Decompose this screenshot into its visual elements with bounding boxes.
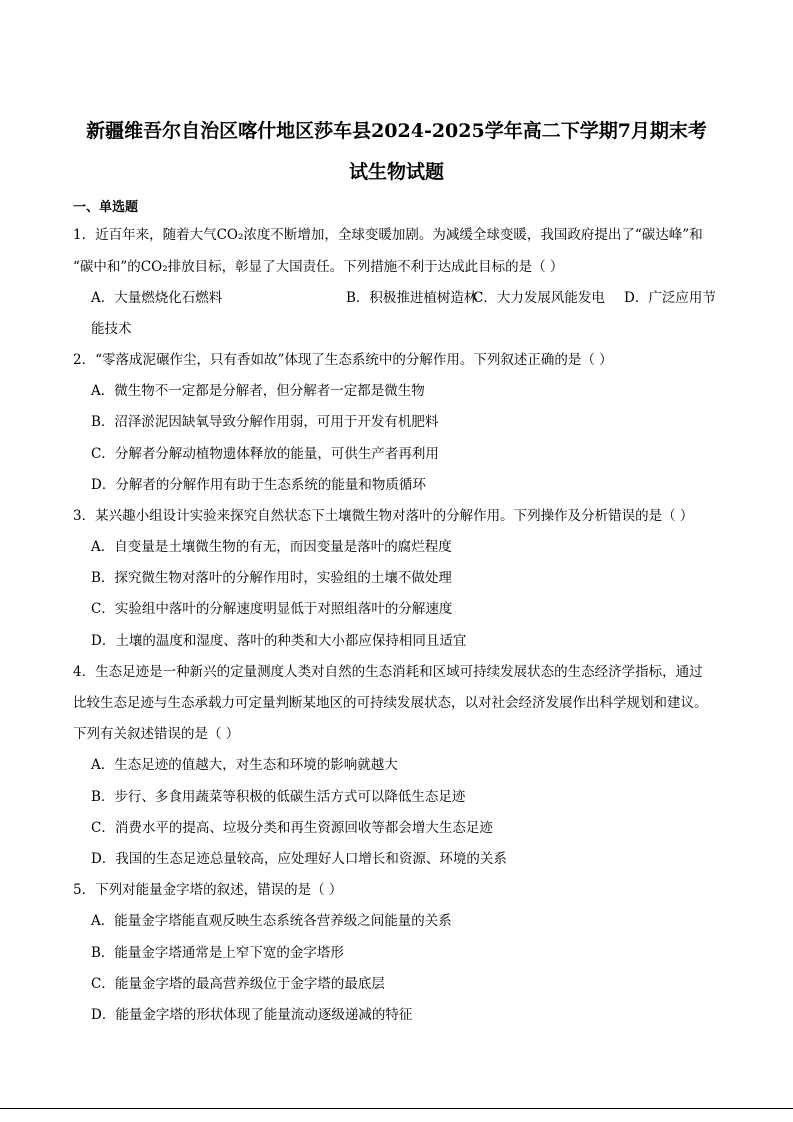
question-5-option-b: B．能量金字塔通常是上窄下宽的金字塔形 <box>91 945 344 961</box>
question-1-stem-line-2: “碳中和”的CO₂排放目标，彰显了大国责任。下列措施不利于达成此目标的是（ ） <box>73 259 564 275</box>
question-1-option-b: B．积极推进植树造林 <box>346 290 478 306</box>
question-4-option-b: B．步行、多食用蔬菜等积极的低碳生活方式可以降低生态足迹 <box>91 789 466 805</box>
question-2-option-c: C．分解者分解动植物遗体释放的能量，可供生产者再利用 <box>91 446 439 462</box>
question-1-option-a: A．大量燃烧化石燃料 <box>91 290 223 306</box>
question-4-stem-line-2: 比较生态足迹与生态承载力可定量判断某地区的可持续发展状态，以对社会经济发展作出科学规划和建议。 <box>73 695 708 711</box>
question-1-option-d: D．广泛应用节 <box>624 290 716 306</box>
question-2-option-b: B．沼泽淤泥因缺氧导致分解作用弱，可用于开发有机肥料 <box>91 414 439 430</box>
question-1-stem-line-1: 1．近百年来，随着大气CO₂浓度不断增加，全球变暖加剧。为减缓全球变暖，我国政府提出了“碳达峰”和 <box>73 227 703 243</box>
question-3-option-a: A．自变量是土壤微生物的有无，而因变量是落叶的腐烂程度 <box>91 539 452 555</box>
question-3-stem: 3．某兴趣小组设计实验来探究自然状态下土壤微生物对落叶的分解作用。下列操作及分析错误的是（ ） <box>73 508 694 524</box>
question-2-option-a: A．微生物不一定都是分解者，但分解者一定都是微生物 <box>91 383 425 399</box>
page-title-line-1: 新疆维吾尔自治区喀什地区莎车县2024-2025学年高二下学期7月期末考 <box>86 120 707 142</box>
question-5-stem: 5．下列对能量金字塔的叙述，错误的是（ ） <box>73 882 343 898</box>
question-3-option-b: B．探究微生物对落叶的分解作用时，实验组的土壤不做处理 <box>91 570 452 586</box>
question-3-option-d: D．土壤的温度和湿度、落叶的种类和大小都应保持相同且适宜 <box>91 633 467 649</box>
question-4-option-c: C．消费水平的提高、垃圾分类和再生资源回收等都会增大生态足迹 <box>91 820 493 836</box>
question-5-option-c: C．能量金字塔的最高营养级位于金字塔的最底层 <box>91 976 385 992</box>
question-5-option-d: D．能量金字塔的形状体现了能量流动逐级递减的特征 <box>91 1007 413 1023</box>
question-2-stem: 2．“零落成泥碾作尘，只有香如故”体现了生态系统中的分解作用。下列叙述正确的是（ ） <box>73 352 613 368</box>
question-3-option-c: C．实验组中落叶的分解速度明显低于对照组落叶的分解速度 <box>91 601 453 617</box>
question-4-stem-line-1: 4．生态足迹是一种新兴的定量测度人类对自然的生态消耗和区域可持续发展状态的生态经济学指标，通过 <box>73 664 703 680</box>
section-heading: 一、单选题 <box>73 200 139 215</box>
question-5-option-a: A．能量金字塔能直观反映生态系统各营养级之间能量的关系 <box>91 913 452 929</box>
question-1-option-c: C．大力发展风能发电 <box>473 290 605 306</box>
question-1-option-d-continued: 能技术 <box>91 321 132 337</box>
question-4-stem-line-3: 下列有关叙述错误的是（ ） <box>73 726 240 742</box>
page-title-line-2: 试生物试题 <box>348 161 444 183</box>
page-bottom-divider <box>0 1108 793 1109</box>
question-2-option-d: D．分解者的分解作用有助于生态系统的能量和物质循环 <box>91 477 426 493</box>
question-4-option-a: A．生态足迹的值越大，对生态和环境的影响就越大 <box>91 757 398 773</box>
question-4-option-d: D．我国的生态足迹总量较高，应处理好人口增长和资源、环境的关系 <box>91 851 507 867</box>
